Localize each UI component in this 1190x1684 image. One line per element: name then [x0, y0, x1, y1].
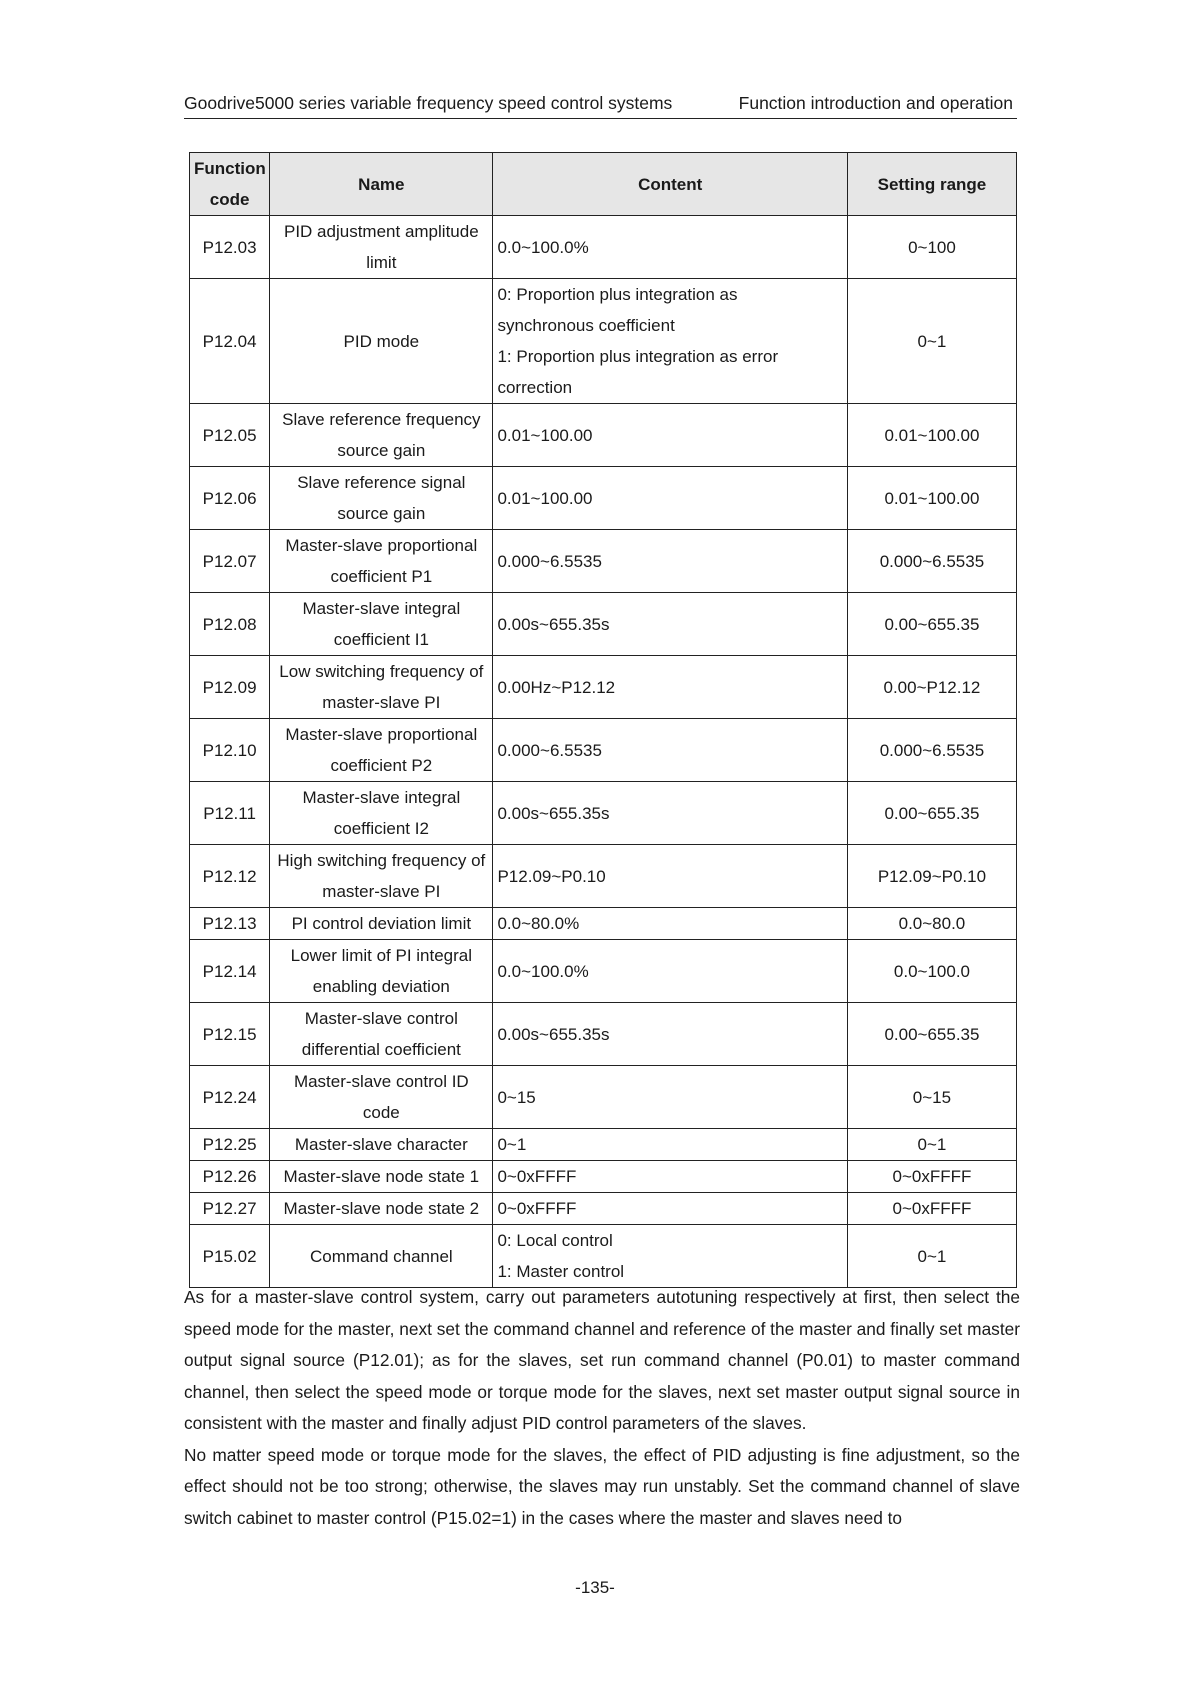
content-cell [493, 1003, 847, 1066]
setting-range-cell: 0~1 [847, 1225, 1016, 1288]
parameter-name-cell: Master-slave node state 2 [270, 1193, 493, 1225]
parameter-name-cell: Slave reference frequency source gain [270, 404, 493, 467]
table-row [190, 1129, 1017, 1161]
table-row [190, 593, 1017, 656]
setting-range-cell: 0.00~655.35 [847, 593, 1016, 656]
body-text [184, 1282, 1020, 1534]
content-cell [493, 530, 847, 593]
setting-range-cell: P12.09~P0.10 [847, 845, 1016, 908]
header-section-title: Function introduction and operation [738, 93, 1013, 113]
function-code-cell: P12.27 [190, 1193, 270, 1225]
function-code-cell: P12.24 [190, 1066, 270, 1129]
content-cell [493, 279, 847, 404]
content-cell [493, 908, 847, 940]
setting-range-cell: 0.01~100.00 [847, 404, 1016, 467]
content-line: 0~0xFFFF [497, 1199, 577, 1218]
content-line: 0.01~100.00 [497, 425, 593, 445]
header-document-title: Goodrive5000 series variable frequency speed control systems [184, 93, 673, 113]
parameter-name-cell: Master-slave integral coefficient I1 [270, 593, 493, 656]
table-row [190, 1003, 1017, 1066]
content-cell [493, 404, 847, 467]
function-code-cell: P12.08 [190, 593, 270, 656]
table-row [190, 656, 1017, 719]
function-code-cell: P12.10 [190, 719, 270, 782]
body-paragraph-1: As for a master-slave control system, carry out parameters autotuning respectively at first, then select the speed mode for the master, next set the command channel and reference of the master and finally set master output signal source (P12.01); as for the slaves, set run command channel (P0.01) to master command channel, then select the speed mode or torque mode for the slaves, next set master output signal source in consistent with the master and finally adjust PID control parameters of the slaves. [184, 1287, 1020, 1433]
column-header-code: Function code [190, 153, 270, 216]
content-line: 0.00Hz~P12.12 [497, 677, 616, 697]
parameter-name-cell: Master-slave integral coefficient I2 [270, 782, 493, 845]
table-row [190, 467, 1017, 530]
function-code-cell: P12.25 [190, 1129, 270, 1161]
function-code-cell: P12.03 [190, 216, 270, 279]
function-code-cell: P12.11 [190, 782, 270, 845]
parameter-name-cell: Master-slave control ID code [270, 1066, 493, 1129]
setting-range-cell: 0.01~100.00 [847, 467, 1016, 530]
function-code-cell: P12.13 [190, 908, 270, 940]
content-line: 0~15 [497, 1087, 536, 1107]
content-cell [493, 216, 847, 279]
function-code-cell: P12.05 [190, 404, 270, 467]
content-cell [493, 1129, 847, 1161]
body-paragraph-2: No matter speed mode or torque mode for the slaves, the effect of PID adjusting is fine adjustment, so the effect should not be too strong; otherwise, the slaves may run unstably. Set the command channel of slave switch cabinet to master control (P15.02=1) in the cases where the master and slaves need to [184, 1444, 1020, 1528]
content-line: 0.0~100.0% [497, 237, 589, 257]
parameter-name-cell: Master-slave node state 1 [270, 1161, 493, 1193]
table-row [190, 782, 1017, 845]
content-cell [493, 940, 847, 1003]
content-line: 0.01~100.00 [497, 488, 593, 508]
function-code-cell: P12.26 [190, 1161, 270, 1193]
content-cell [493, 1193, 847, 1225]
content-line: 1: Master control [497, 1262, 625, 1281]
table-row [190, 845, 1017, 908]
parameter-name-cell: Master-slave control differential coefficient [270, 1003, 493, 1066]
content-line: 1: Proportion plus integration as error [497, 347, 779, 366]
content-line: 0~1 [497, 1135, 527, 1154]
setting-range-cell: 0.000~6.5535 [847, 719, 1016, 782]
parameter-name-cell: Command channel [270, 1225, 493, 1288]
setting-range-cell: 0~0xFFFF [847, 1193, 1016, 1225]
function-code-cell: P12.15 [190, 1003, 270, 1066]
parameter-name-cell: PID mode [270, 279, 493, 404]
parameter-name-cell: Master-slave character [270, 1129, 493, 1161]
page-header [184, 92, 1017, 119]
function-code-cell: P12.07 [190, 530, 270, 593]
table-row [190, 908, 1017, 940]
content-cell [493, 1161, 847, 1193]
table-row [190, 216, 1017, 279]
content-line: correction [497, 378, 573, 397]
content-cell [493, 845, 847, 908]
content-line: 0.00s~655.35s [497, 614, 610, 634]
parameter-table [189, 152, 1017, 1288]
table-body [190, 216, 1017, 1288]
setting-range-cell: 0~15 [847, 1066, 1016, 1129]
content-line: 0~0xFFFF [497, 1167, 577, 1186]
setting-range-cell: 0.00~655.35 [847, 1003, 1016, 1066]
setting-range-cell: 0~1 [847, 279, 1016, 404]
column-header-name: Name [270, 153, 493, 216]
content-line: 0: Local control [497, 1231, 613, 1250]
table-row [190, 719, 1017, 782]
function-code-cell: P15.02 [190, 1225, 270, 1288]
content-cell [493, 782, 847, 845]
table-row [190, 940, 1017, 1003]
function-code-cell: P12.06 [190, 467, 270, 530]
setting-range-cell: 0~1 [847, 1129, 1016, 1161]
parameter-name-cell: High switching frequency of master-slave PI [270, 845, 493, 908]
function-code-cell: P12.12 [190, 845, 270, 908]
setting-range-cell: 0.00~P12.12 [847, 656, 1016, 719]
parameter-name-cell: PID adjustment amplitude limit [270, 216, 493, 279]
setting-range-cell: 0~0xFFFF [847, 1161, 1016, 1193]
table-row [190, 530, 1017, 593]
parameter-name-cell: Lower limit of PI integral enabling deviation [270, 940, 493, 1003]
column-header-range: Setting range [847, 153, 1016, 216]
table-row [190, 1066, 1017, 1129]
content-cell [493, 467, 847, 530]
content-line: 0.000~6.5535 [497, 740, 602, 760]
content-line: 0.000~6.5535 [497, 551, 602, 571]
parameter-name-cell: Master-slave proportional coefficient P2 [270, 719, 493, 782]
content-line: 0: Proportion plus integration as [497, 285, 738, 304]
content-line: synchronous coefficient [497, 316, 675, 335]
setting-range-cell: 0.00~655.35 [847, 782, 1016, 845]
table-row [190, 1225, 1017, 1288]
parameter-name-cell: Slave reference signal source gain [270, 467, 493, 530]
column-header-content: Content [493, 153, 847, 216]
content-line: 0.0~100.0% [497, 961, 589, 981]
function-code-cell: P12.04 [190, 279, 270, 404]
content-line: 0.0~80.0% [497, 914, 580, 933]
content-cell [493, 593, 847, 656]
content-line: 0.00s~655.35s [497, 1024, 610, 1044]
table-header-row [190, 153, 1017, 216]
setting-range-cell: 0.000~6.5535 [847, 530, 1016, 593]
page-number: -135- [575, 1578, 615, 1597]
content-cell [493, 1225, 847, 1288]
content-line: P12.09~P0.10 [497, 866, 606, 886]
setting-range-cell: 0.0~80.0 [847, 908, 1016, 940]
table-row [190, 1193, 1017, 1225]
content-cell [493, 719, 847, 782]
function-code-cell: P12.09 [190, 656, 270, 719]
content-cell [493, 1066, 847, 1129]
table-row [190, 279, 1017, 404]
content-cell [493, 656, 847, 719]
function-code-cell: P12.14 [190, 940, 270, 1003]
parameter-name-cell: Low switching frequency of master-slave PI [270, 656, 493, 719]
table-row [190, 404, 1017, 467]
setting-range-cell: 0.0~100.0 [847, 940, 1016, 1003]
table-row [190, 1161, 1017, 1193]
setting-range-cell: 0~100 [847, 216, 1016, 279]
content-line: 0.00s~655.35s [497, 803, 610, 823]
parameter-name-cell: PI control deviation limit [270, 908, 493, 940]
parameter-name-cell: Master-slave proportional coefficient P1 [270, 530, 493, 593]
